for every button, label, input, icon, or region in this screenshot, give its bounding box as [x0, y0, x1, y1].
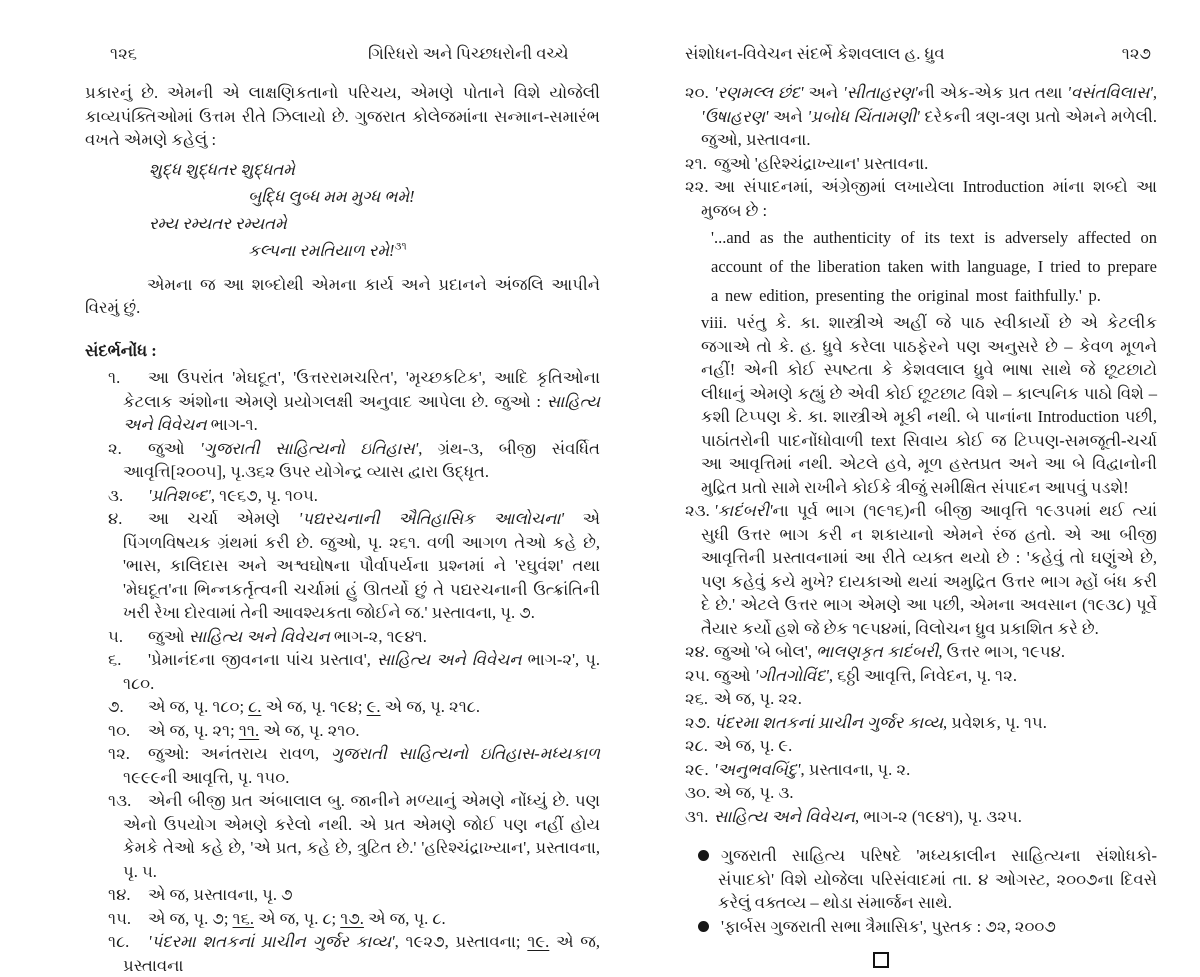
note-number: ૨૩. — [685, 501, 710, 520]
note-text: જુઓ — [148, 438, 201, 458]
note-text: સાહિત્ય અને વિવેચન — [376, 650, 522, 669]
note-text: જુઓ: અનંતરાય રાવળ, — [148, 744, 331, 763]
note-number: ૧. — [108, 368, 121, 387]
note-number: ૨૮. — [685, 736, 708, 755]
references-heading: સંદર્ભનોંધ : — [85, 340, 157, 360]
end-mark-square-icon — [873, 952, 889, 968]
reference-note — [85, 789, 600, 883]
verse-line: બુદ્ધિ લુબ્ધ મમ મુગ્ધ ભમે! — [248, 186, 415, 206]
note-number: ૫. — [108, 626, 123, 646]
note-text: ભાલણકૃત કાદંબરી — [816, 642, 939, 661]
note-number: ૧૨. — [108, 744, 130, 763]
reference-note — [660, 175, 1157, 499]
note-text: 'વસંતવિલાસ' — [1067, 83, 1153, 102]
note-text: 'અનુભવબિંદુ' — [714, 759, 801, 779]
note-text: એ જ, પૃ. ૧૯૪; — [261, 697, 367, 716]
note-number: ૧૫. — [108, 908, 132, 928]
note-text: ભાગ-૨', પૃ. ૧૮૦. — [123, 650, 600, 693]
bullet-item — [660, 844, 1157, 915]
reference-note — [660, 781, 1157, 805]
note-number: ૨૫. — [685, 665, 710, 685]
note-text: 'પદ્યરચનાની ઐતિહાસિક આલોચના' — [298, 509, 564, 528]
page-left-header — [85, 42, 600, 68]
note-text: એ જ, પૃ. ૭; — [148, 908, 233, 928]
note-text: ભાગ-૨, ૧૯૪૧. — [329, 626, 427, 646]
note-subnumber: ૯. — [366, 697, 381, 716]
note-number: ૧૪. — [108, 885, 131, 904]
note-text: આ સંપાદનમાં, અંગ્રેજીમાં લખાયેલા Introduction માંના શબ્દો આ મુજબ છે : — [701, 177, 1157, 220]
reference-note — [85, 437, 600, 484]
note-text: 'ઉષાહરણ' — [701, 106, 769, 126]
notes-list-right — [660, 81, 1157, 828]
reference-note — [85, 907, 600, 931]
note-text: અને — [803, 83, 844, 102]
reference-note — [85, 719, 600, 743]
closing-line: એમના જ આ શબ્દોથી એમના કાર્ય અને પ્રદાનને અંજલિ આપીને વિરમું છું. — [85, 274, 600, 317]
reference-note — [660, 687, 1157, 711]
bullet-text: 'ફાર્બસ ગુજરાતી સભા ત્રૈમાસિક', પુસ્તક : ૭૨, ૨૦૦૭ — [721, 916, 1056, 936]
verse-line: કલ્પના રમતિયાળ રમે!$^{૩૧}$ — [248, 240, 407, 260]
bullet-item — [660, 915, 1157, 939]
note-text: એ જ, પૃ. ૨૧૮. — [380, 697, 480, 716]
note-text: , પ્રવેશક, પૃ. ૧૫. — [943, 712, 1047, 732]
note-text: એ પિંગળવિષયક ગ્રંથમાં કરી છે. જુઓ, પૃ. ૨૬૧. વળી આગળ તેઓ કહે છે, 'ભાસ, કાલિદાસ અને અશ્વઘોષના પૌર્વાપર્યના પ્રશ્નમાં ને 'રઘુવંશ' તથા 'મેઘદૂત'ના ભિન્નકર્તૃત્વની ચર્ચામાં હું ઊતર્યો છું તે પદ્યરચનાની ઉત્ક્રાંતિની ખરી રેખા દોરવામાં તેની આવશ્યકતા જોઈને જ.' પ્રસ્તાવના, પૃ. ૭. — [123, 509, 600, 622]
note-text: સાહિત્ય અને વિવેચન — [123, 391, 600, 434]
note-text: 'સીતાહરણ' — [843, 83, 918, 102]
reference-note — [660, 81, 1157, 152]
note-number: ૨૬. — [685, 689, 709, 708]
bullet-list — [660, 844, 1157, 938]
page-right — [660, 42, 1157, 971]
reference-note — [660, 711, 1157, 735]
note-text: જુઓ 'હરિશ્ચંદ્રાખ્યાન' પ્રસ્તાવના. — [714, 153, 929, 173]
note-subnumber: ૮. — [248, 697, 262, 716]
note-number: ૬. — [108, 650, 122, 669]
reference-note — [85, 484, 600, 508]
note-text: 'ગુજરાતી સાહિત્યનો ઇતિહાસ' — [200, 438, 419, 458]
note-number: ૨૧. — [685, 153, 707, 173]
note-number: ૨. — [108, 438, 122, 458]
note-text: જુઓ — [148, 626, 189, 646]
reference-note — [85, 695, 600, 719]
note-number: ૩. — [108, 485, 124, 505]
note-text: દરેકની ત્રણ-ત્રણ પ્રતો એમને મળેલી. જુઓ, પ્રસ્તાવના. — [701, 106, 1157, 149]
note-text: એ જ, પૃ. ૧૮૦; — [148, 697, 249, 716]
verse-block — [85, 156, 600, 264]
note-number: ૩૧. — [685, 806, 709, 826]
reference-note — [660, 758, 1157, 782]
note-text: 'રણમલ્લ છંદ' — [714, 83, 804, 102]
note-number: ૨૦. — [685, 83, 709, 102]
reference-note — [85, 648, 600, 695]
reference-note — [85, 883, 600, 907]
end-mark — [632, 947, 1129, 971]
note-text: 'પ્રબોધ ચિંતામણી' — [807, 106, 920, 126]
note-text: એ જ, પૃ. ૯. — [714, 736, 793, 755]
footnote-ref: ૩૧ — [394, 241, 407, 252]
page-number-right: ૧૨૭ — [1121, 44, 1151, 63]
note-number: ૧૦. — [108, 720, 131, 740]
note-number: ૧૮. — [108, 932, 130, 951]
reference-note — [85, 507, 600, 625]
note-text: એ જ, પૃ. ૨૧૦. — [259, 720, 360, 740]
english-quote: '...and as the authenticity of its text is adversely affected on account of the liberation taken with language, I tried to prepare a new edition, presenting the original most faithfully.' p. — [711, 228, 1157, 305]
note-text: ના પૂર્વ ભાગ (૧૯૧૬)ની બીજી આવૃત્તિ ૧૯૩૫માં થઈ ત્યાં સુધી ઉત્તર ભાગ કરી ન શકાયાનો એમને રંજ હતો. એ આ બીજી આવૃત્તિની પ્રસ્તાવનામાં આ રીતે વ્યક્ત થયો છે : 'કહેવું તો ઘણુંએ છે, પણ કહેવું કયે મુખે? દાયકાઓ થયાં અમુદ્રિત ઉત્તર ભાગ મ્હોં બંધ કરી દે છે.' એટલે ઉત્તર ભાગ એમણે આ પછી, એમના અવસાન (૧૯૩૮) પૂર્વે તૈયાર કર્યો હશે જે છેક ૧૯૫૪માં, વિલોચન ધ્રુવ પ્રકાશિત કરે છે. — [701, 501, 1157, 638]
note-subnumber: ૧૯. — [527, 932, 550, 951]
note-text: આ ચર્ચા એમણે — [148, 509, 299, 528]
reference-note — [85, 742, 600, 789]
note-text: ની એક-એક પ્રત તથા — [917, 83, 1068, 102]
note-text: 'ગીતગોવિંદ' — [754, 665, 829, 685]
note-text: આ ઉપરાંત 'મેઘદૂત', 'ઉત્તરરામચરિત', 'મૃચ્છકટિક', આદિ કૃતિઓના કેટલાક અંશોના એમણે પ્રયોગલક્ષી અનુવાદ આપેલા છે. જુઓ : — [123, 368, 600, 411]
bullet-icon — [698, 850, 709, 861]
note-text: , ૬ઠ્ઠી આવૃત્તિ, નિવેદન, પૃ. ૧૨. — [828, 665, 1017, 685]
verse-line: રમ્ય રમ્યતર રમ્યતમે — [149, 213, 287, 233]
note-text: એ જ, પૃ. ૩. — [714, 783, 794, 802]
note-number: ૩૦. — [685, 783, 711, 802]
reference-note — [660, 640, 1157, 664]
page-number-left: ૧૨૬ — [110, 44, 138, 63]
note-number: ૨૯. — [685, 759, 709, 779]
reference-note — [85, 366, 600, 437]
note-text: , ઉત્તર ભાગ, ૧૯૫૪. — [938, 642, 1065, 661]
note-text: એ જ, પૃ. ૨૧; — [148, 720, 239, 740]
verse-line: શુદ્ધ શુદ્ધતર શુદ્ધતમે — [149, 159, 295, 179]
note-subnumber: ૧૧. — [238, 720, 260, 740]
note-text: 'કાદંબરી' — [714, 501, 773, 520]
note-text: એની બીજી પ્રત અંબાલાલ બુ. જાનીને મળ્યાનું એમણે નોંધ્યું છે. પણ એનો ઉપયોગ એમણે કરેલો નથી. એ પ્રત એમણે જોઈ પણ નહીં હોય કેમકે તેઓ કહે છે, 'એ પ્રત, કહે છે, ત્રુટિત છે.' 'હરિશ્ચંદ્રાખ્યાન', પ્રસ્તાવના, પૃ. ૫. — [123, 791, 600, 881]
note-text: એ જ, પૃ. ૨૨. — [714, 689, 802, 708]
intro-paragraph: પ્રકારનું છે. એમની એ લાક્ષણિકતાનો પરિચય, એમણે પોતાને વિશે યોજેલી કાવ્યપંક્તિઓમાં ઉત્તમ રીતે ઝિલાયો છે. ગુજરાત કોલેજમાંના સન્માન-સમારંભ વખતે એમણે કહેલું : — [85, 83, 600, 149]
page-right-header — [660, 42, 1157, 68]
note-number: ૭. — [108, 697, 124, 716]
note-text: એ જ, પ્રસ્તાવના, પૃ. ૭ — [148, 885, 293, 904]
note-text: , ભાગ-૨ (૧૯૪૧), પૃ. ૩૨૫. — [855, 806, 1022, 826]
note-text: 'પ્રેમાનંદના જીવનના પાંચ પ્રસ્તાવ', — [148, 650, 377, 669]
bullet-icon — [698, 921, 709, 932]
note-text: , — [1152, 83, 1158, 102]
reference-note — [660, 152, 1157, 176]
reference-note — [660, 664, 1157, 688]
note-text: જુઓ — [714, 665, 755, 685]
note-text: એ જ, પૃ. ૮. — [363, 908, 446, 928]
note-text: 'પંદરમા શતકનાં પ્રાચીન ગુર્જર કાવ્ય' — [148, 932, 395, 951]
note-text: viii. પરંતુ કે. કા. શાસ્ત્રીએ અહીં જે પાઠ સ્વીકાર્યો છે એ કેટલીક જગાએ તો કે. હ. ધ્રુવે કરેલા પાઠફેરને પણ અનુસરે છે – કેવળ મૂળને નહીં! એની કોઈ સ્પષ્ટતા કે કેશવલાલ ધ્રુવે ભાષા સાથે જે છૂટછાટો લીધાનું એમણે કહ્યું છે એવી કોઈ છૂટછાટ વિશે – કાલ્પનિક પાઠો વિશે – કશી ટિપ્પણ કે. કા. શાસ્ત્રીએ મૂકી નથી. બે પાનાંના Introduction પછી, પાઠાંતરોની પાદનોંધોવાળી text સિવાય કોઈ જ ટિપ્પણ-સમજૂતી-ચર્ચા આ આવૃત્તિમાં નથી. એટલે હવે, મૂળ હસ્તપ્રત અને આ બે વિદ્વાનોની મુદ્રિત પ્રતો સામે રાખીને કોઈકે ત્રીજું સમીક્ષિત સંપાદન આપવું પડશે! — [701, 313, 1157, 497]
note-text: , પ્રસ્તાવના, પૃ. ૨. — [800, 759, 911, 779]
notes-list-left — [85, 366, 600, 977]
note-text: એ જ, પ્રસ્તાવના — [123, 932, 600, 975]
note-number: ૨૭. — [685, 712, 711, 732]
reference-note — [660, 805, 1157, 829]
note-text: , ૧૯૬૭, પૃ. ૧૦૫. — [210, 485, 318, 505]
note-text: સાહિત્ય અને વિવેચન — [188, 626, 330, 646]
note-text: પંદરમા શતકનાં પ્રાચીન ગુર્જર કાવ્ય — [714, 712, 943, 732]
note-number: ૧૩. — [108, 791, 132, 810]
running-title-left: ગિરિધરો અને પિચ્છધરોની વચ્ચે — [368, 44, 569, 63]
note-text: , ૧૯૨૭, પ્રસ્તાવના; — [394, 932, 528, 951]
reference-note — [85, 930, 600, 977]
bullet-text: ગુજરાતી સાહિત્ય પરિષદે 'મધ્યકાલીન સાહિત્યના સંશોધકો-સંપાદકો' વિશે યોજેલા પરિસંવાદમાં તા. ૪ ઓગસ્ટ, ૨૦૦૭ના દિવસે કરેલું વક્તવ્ય – થોડા સંમાર્જન સાથે. — [718, 846, 1157, 912]
note-text: એ જ, પૃ. ૮; — [253, 908, 341, 928]
note-subnumber: ૧૬. — [232, 908, 254, 928]
note-text: જુઓ 'બે બોલ', — [714, 642, 817, 661]
note-text: , ગ્રંથ-૩, બીજી સંવર્ધિત આવૃત્તિ[૨૦૦૫], પૃ.૩૬૨ ઉપર યોગેન્દ્ર વ્યાસ દ્વારા ઉદ્ધૃત. — [123, 438, 600, 481]
note-text: ભાગ-૧. — [206, 415, 258, 434]
page-left — [85, 42, 600, 977]
note-text: 'પ્રતિશબ્દ' — [148, 485, 211, 505]
note-number: ૨૨. — [685, 177, 709, 196]
note-text: ૧૯૯૯ની આવૃત્તિ, પૃ. ૧૫૦. — [123, 767, 290, 787]
note-number: ૪. — [108, 509, 123, 528]
note-subnumber: ૧૭. — [340, 908, 364, 928]
note-text: અને — [768, 106, 808, 126]
running-title-right: સંશોધન-વિવેચન સંદર્ભે કેશવલાલ હ. ધ્રુવ — [685, 44, 945, 63]
reference-note — [660, 734, 1157, 758]
note-number: ૨૪. — [685, 642, 710, 661]
reference-note — [85, 625, 600, 649]
note-text: સાહિત્ય અને વિવેચન — [714, 806, 856, 826]
note-text: ગુજરાતી સાહિત્યનો ઇતિહાસ-મધ્યકાળ — [330, 744, 600, 763]
reference-note — [660, 499, 1157, 640]
